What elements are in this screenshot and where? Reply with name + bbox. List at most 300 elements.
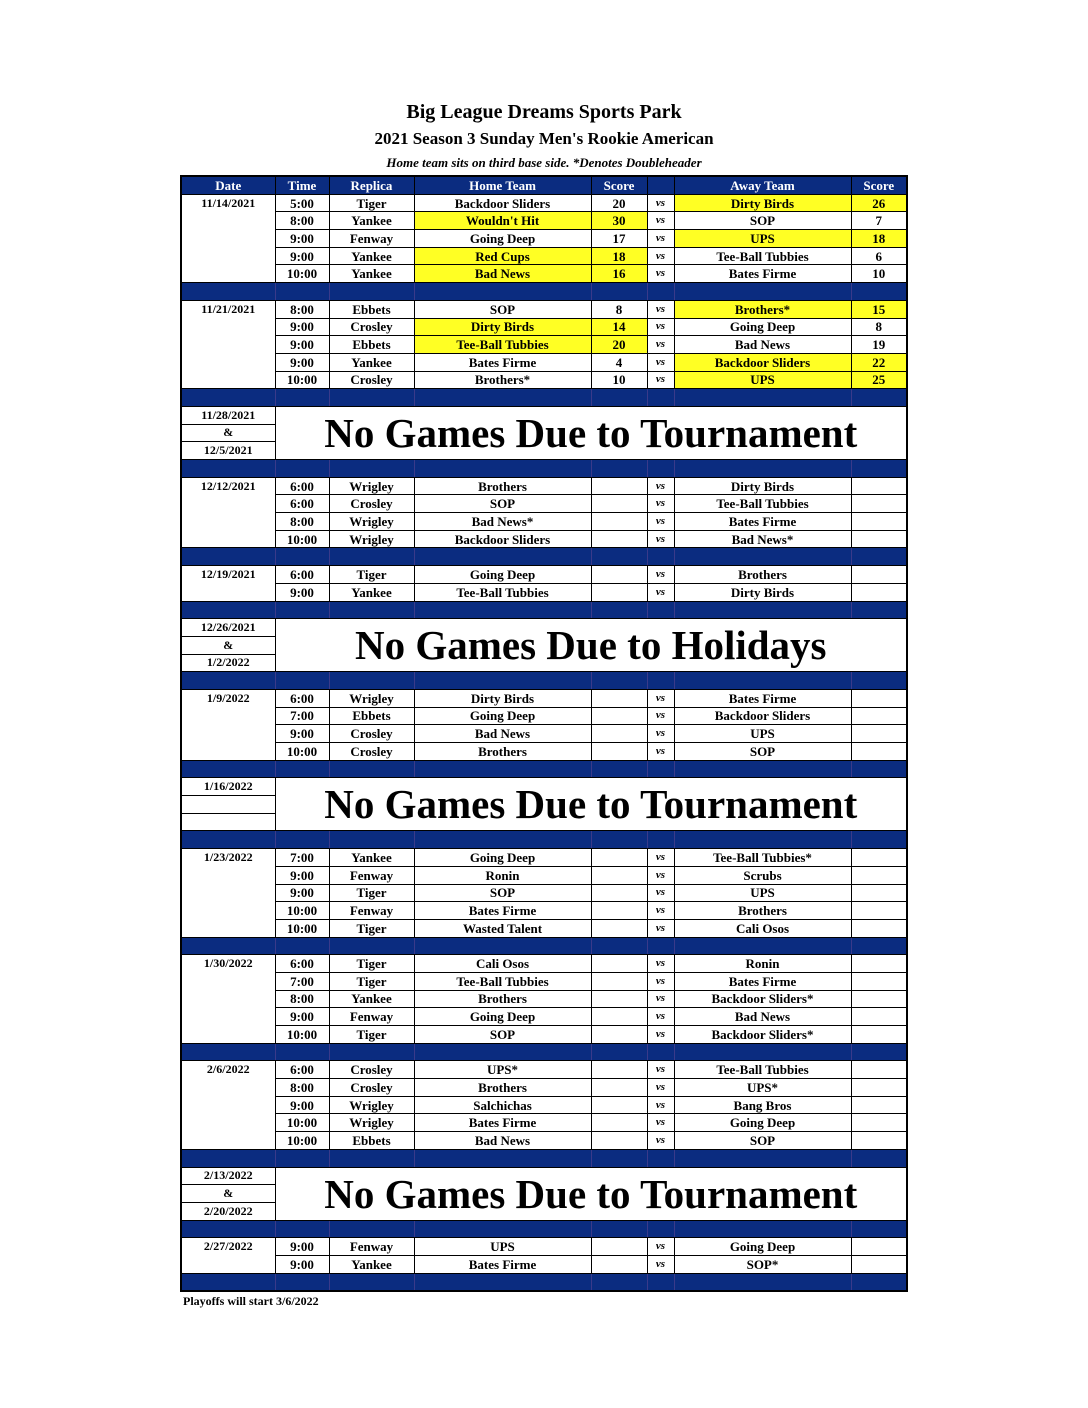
away-score	[851, 477, 907, 495]
away-team: Ronin	[674, 955, 851, 973]
game-replica: Tiger	[329, 955, 414, 973]
away-score	[851, 530, 907, 548]
game-replica: Wrigley	[329, 513, 414, 531]
versus-label: vs	[647, 194, 674, 212]
versus-label: vs	[647, 583, 674, 601]
separator-cell	[851, 1149, 907, 1167]
game-time: 6:00	[275, 495, 329, 513]
week-separator	[181, 548, 907, 566]
separator-cell	[181, 1149, 275, 1167]
away-team: Scrubs	[674, 866, 851, 884]
versus-label: vs	[647, 1114, 674, 1132]
game-time: 10:00	[275, 743, 329, 761]
home-team: SOP	[414, 495, 591, 513]
column-header-replica: Replica	[329, 176, 414, 194]
away-score: 19	[851, 336, 907, 354]
away-team: Tee-Ball Tubbies	[674, 495, 851, 513]
game-date	[181, 495, 275, 513]
game-date	[181, 1008, 275, 1026]
home-score	[591, 1079, 647, 1097]
home-team: SOP	[414, 1026, 591, 1044]
away-score	[851, 955, 907, 973]
game-replica: Ebbets	[329, 300, 414, 318]
separator-cell	[275, 760, 329, 778]
no-games-banner: No Games Due to Holidays	[275, 619, 907, 672]
game-time: 9:00	[275, 1008, 329, 1026]
no-games-date: 2/20/2022	[181, 1202, 275, 1220]
no-games-row	[181, 778, 907, 796]
no-games-banner: No Games Due to Tournament	[275, 1167, 907, 1220]
away-team: Going Deep	[674, 1114, 851, 1132]
game-replica: Yankee	[329, 212, 414, 230]
game-time: 10:00	[275, 1114, 329, 1132]
game-row	[181, 353, 907, 371]
separator-cell	[275, 1149, 329, 1167]
separator-cell	[674, 760, 851, 778]
versus-label: vs	[647, 884, 674, 902]
game-date	[181, 972, 275, 990]
game-row	[181, 530, 907, 548]
home-team: Bates Firme	[414, 353, 591, 371]
week-separator	[181, 1273, 907, 1291]
separator-cell	[851, 760, 907, 778]
away-score	[851, 884, 907, 902]
game-time: 10:00	[275, 371, 329, 389]
week-separator	[181, 937, 907, 955]
game-date: 11/21/2021	[181, 300, 275, 318]
game-replica: Fenway	[329, 1238, 414, 1256]
game-row	[181, 230, 907, 248]
home-score	[591, 1061, 647, 1079]
game-time: 10:00	[275, 530, 329, 548]
home-score: 20	[591, 194, 647, 212]
separator-cell	[329, 601, 414, 619]
separator-cell	[674, 937, 851, 955]
game-row	[181, 583, 907, 601]
game-row	[181, 707, 907, 725]
game-row	[181, 1255, 907, 1273]
home-score: 30	[591, 212, 647, 230]
home-score	[591, 566, 647, 584]
game-date: 1/30/2022	[181, 955, 275, 973]
home-team: Brothers	[414, 743, 591, 761]
game-time: 7:00	[275, 849, 329, 867]
game-time: 9:00	[275, 353, 329, 371]
game-replica: Crosley	[329, 743, 414, 761]
home-team: Bad News	[414, 265, 591, 283]
game-date	[181, 1114, 275, 1132]
away-team: Dirty Birds	[674, 583, 851, 601]
game-time: 6:00	[275, 1061, 329, 1079]
away-team: SOP	[674, 1132, 851, 1150]
game-time: 8:00	[275, 300, 329, 318]
game-date	[181, 371, 275, 389]
separator-cell	[414, 1220, 591, 1238]
away-team: Brothers*	[674, 300, 851, 318]
table-header	[181, 176, 907, 194]
away-team: Backdoor Sliders*	[674, 990, 851, 1008]
game-date: 1/9/2022	[181, 689, 275, 707]
versus-label: vs	[647, 566, 674, 584]
game-replica: Tiger	[329, 1026, 414, 1044]
game-replica: Fenway	[329, 866, 414, 884]
separator-cell	[647, 283, 674, 301]
week-separator	[181, 672, 907, 690]
separator-cell	[591, 1220, 647, 1238]
separator-cell	[275, 672, 329, 690]
game-date: 2/6/2022	[181, 1061, 275, 1079]
game-time: 9:00	[275, 318, 329, 336]
game-time: 8:00	[275, 1079, 329, 1097]
away-score: 8	[851, 318, 907, 336]
week-separator	[181, 389, 907, 407]
away-team: Brothers	[674, 566, 851, 584]
game-replica: Yankee	[329, 990, 414, 1008]
versus-label: vs	[647, 689, 674, 707]
versus-label: vs	[647, 336, 674, 354]
separator-cell	[851, 548, 907, 566]
game-replica: Wrigley	[329, 1096, 414, 1114]
game-row	[181, 725, 907, 743]
separator-cell	[275, 601, 329, 619]
separator-cell	[647, 1273, 674, 1291]
separator-cell	[275, 1273, 329, 1291]
game-row	[181, 1026, 907, 1044]
away-score	[851, 1079, 907, 1097]
versus-label: vs	[647, 725, 674, 743]
game-time: 9:00	[275, 866, 329, 884]
home-score	[591, 919, 647, 937]
separator-cell	[851, 601, 907, 619]
game-date	[181, 212, 275, 230]
away-team: Bates Firme	[674, 265, 851, 283]
game-row	[181, 1132, 907, 1150]
separator-cell	[851, 283, 907, 301]
versus-label: vs	[647, 919, 674, 937]
game-replica: Fenway	[329, 902, 414, 920]
game-replica: Crosley	[329, 1061, 414, 1079]
versus-label: vs	[647, 707, 674, 725]
versus-label: vs	[647, 866, 674, 884]
versus-label: vs	[647, 212, 674, 230]
versus-label: vs	[647, 353, 674, 371]
away-team: Brothers	[674, 902, 851, 920]
separator-cell	[591, 1043, 647, 1061]
home-team: Brothers	[414, 990, 591, 1008]
away-team: Bad News	[674, 1008, 851, 1026]
away-team: Backdoor Sliders*	[674, 1026, 851, 1044]
game-time: 8:00	[275, 990, 329, 1008]
separator-cell	[647, 601, 674, 619]
game-replica: Crosley	[329, 371, 414, 389]
game-time: 9:00	[275, 1255, 329, 1273]
separator-cell	[647, 1149, 674, 1167]
away-score	[851, 1114, 907, 1132]
away-score: 10	[851, 265, 907, 283]
separator-cell	[181, 672, 275, 690]
no-games-date: 12/5/2021	[181, 442, 275, 460]
separator-cell	[414, 548, 591, 566]
home-team: Going Deep	[414, 230, 591, 248]
separator-cell	[647, 672, 674, 690]
game-row	[181, 902, 907, 920]
game-replica: Ebbets	[329, 1132, 414, 1150]
separator-cell	[414, 1273, 591, 1291]
away-score: 25	[851, 371, 907, 389]
versus-label: vs	[647, 1132, 674, 1150]
separator-cell	[329, 1220, 414, 1238]
away-score: 18	[851, 230, 907, 248]
game-date	[181, 707, 275, 725]
game-time: 9:00	[275, 230, 329, 248]
separator-cell	[647, 831, 674, 849]
column-header-time: Time	[275, 176, 329, 194]
separator-cell	[275, 1043, 329, 1061]
away-score	[851, 1132, 907, 1150]
away-team: Tee-Ball Tubbies	[674, 247, 851, 265]
home-score	[591, 707, 647, 725]
versus-label: vs	[647, 1026, 674, 1044]
separator-cell	[181, 283, 275, 301]
away-team: Cali Osos	[674, 919, 851, 937]
versus-label: vs	[647, 495, 674, 513]
home-score	[591, 972, 647, 990]
home-team: SOP	[414, 884, 591, 902]
separator-cell	[329, 1149, 414, 1167]
separator-cell	[674, 672, 851, 690]
game-time: 10:00	[275, 919, 329, 937]
away-score	[851, 1255, 907, 1273]
separator-cell	[275, 460, 329, 478]
game-row	[181, 1114, 907, 1132]
game-time: 6:00	[275, 566, 329, 584]
game-time: 8:00	[275, 212, 329, 230]
home-team: Wasted Talent	[414, 919, 591, 937]
separator-cell	[674, 601, 851, 619]
home-team: Dirty Birds	[414, 318, 591, 336]
home-team: Wouldn't Hit	[414, 212, 591, 230]
separator-cell	[591, 283, 647, 301]
home-score	[591, 990, 647, 1008]
versus-label: vs	[647, 1238, 674, 1256]
home-team: Tee-Ball Tubbies	[414, 336, 591, 354]
home-score	[591, 495, 647, 513]
versus-label: vs	[647, 1079, 674, 1097]
away-score	[851, 972, 907, 990]
separator-cell	[329, 672, 414, 690]
separator-cell	[414, 831, 591, 849]
separator-cell	[591, 831, 647, 849]
home-team: Going Deep	[414, 1008, 591, 1026]
versus-label: vs	[647, 247, 674, 265]
game-replica: Fenway	[329, 230, 414, 248]
away-team: UPS	[674, 371, 851, 389]
away-team: Going Deep	[674, 318, 851, 336]
separator-cell	[674, 1149, 851, 1167]
game-date	[181, 919, 275, 937]
game-time: 10:00	[275, 902, 329, 920]
separator-cell	[674, 1220, 851, 1238]
away-team: Bad News*	[674, 530, 851, 548]
no-games-date: 11/28/2021	[181, 406, 275, 424]
week-separator	[181, 1149, 907, 1167]
away-team: Going Deep	[674, 1238, 851, 1256]
separator-cell	[329, 760, 414, 778]
home-score	[591, 513, 647, 531]
game-replica: Yankee	[329, 265, 414, 283]
away-team: UPS	[674, 230, 851, 248]
no-games-date	[181, 813, 275, 831]
separator-cell	[329, 1043, 414, 1061]
separator-cell	[591, 1273, 647, 1291]
game-replica: Tiger	[329, 566, 414, 584]
week-separator	[181, 760, 907, 778]
game-replica: Fenway	[329, 1008, 414, 1026]
column-header-away-team: Away Team	[674, 176, 851, 194]
away-score: 26	[851, 194, 907, 212]
game-replica: Crosley	[329, 725, 414, 743]
no-games-date: 1/16/2022	[181, 778, 275, 796]
home-score: 20	[591, 336, 647, 354]
game-row	[181, 318, 907, 336]
versus-label: vs	[647, 1061, 674, 1079]
separator-cell	[181, 460, 275, 478]
separator-cell	[275, 548, 329, 566]
game-date	[181, 336, 275, 354]
game-row	[181, 1096, 907, 1114]
game-replica: Yankee	[329, 353, 414, 371]
separator-cell	[181, 1043, 275, 1061]
home-score	[591, 477, 647, 495]
separator-cell	[674, 460, 851, 478]
separator-cell	[591, 389, 647, 407]
separator-cell	[275, 283, 329, 301]
away-score: 15	[851, 300, 907, 318]
game-date	[181, 353, 275, 371]
game-row	[181, 1238, 907, 1256]
game-date	[181, 1132, 275, 1150]
home-team: UPS	[414, 1238, 591, 1256]
game-row	[181, 1008, 907, 1026]
playoffs-note: Playoffs will start 3/6/2022	[183, 1294, 319, 1308]
column-header-date: Date	[181, 176, 275, 194]
away-score	[851, 1061, 907, 1079]
separator-cell	[647, 460, 674, 478]
separator-cell	[647, 1220, 674, 1238]
separator-cell	[275, 831, 329, 849]
game-row	[181, 1079, 907, 1097]
separator-cell	[851, 831, 907, 849]
game-replica: Tiger	[329, 884, 414, 902]
versus-label: vs	[647, 1255, 674, 1273]
game-row	[181, 300, 907, 318]
away-score	[851, 566, 907, 584]
separator-cell	[414, 937, 591, 955]
game-row	[181, 371, 907, 389]
home-score	[591, 1238, 647, 1256]
separator-cell	[591, 548, 647, 566]
separator-cell	[851, 672, 907, 690]
away-score	[851, 919, 907, 937]
no-games-row	[181, 406, 907, 424]
game-row	[181, 336, 907, 354]
home-score	[591, 884, 647, 902]
away-team: Bad News	[674, 336, 851, 354]
away-team: UPS	[674, 725, 851, 743]
away-team: Dirty Birds	[674, 194, 851, 212]
versus-label: vs	[647, 902, 674, 920]
separator-cell	[647, 548, 674, 566]
game-replica: Yankee	[329, 247, 414, 265]
game-date	[181, 1255, 275, 1273]
game-date	[181, 247, 275, 265]
no-games-date: &	[181, 1185, 275, 1203]
column-header-home-team: Home Team	[414, 176, 591, 194]
home-score	[591, 1096, 647, 1114]
home-team: Going Deep	[414, 566, 591, 584]
game-date: 12/12/2021	[181, 477, 275, 495]
home-team: Tee-Ball Tubbies	[414, 972, 591, 990]
game-row	[181, 265, 907, 283]
versus-label: vs	[647, 849, 674, 867]
game-date	[181, 743, 275, 761]
away-team: Dirty Birds	[674, 477, 851, 495]
separator-cell	[181, 548, 275, 566]
away-team: Bates Firme	[674, 689, 851, 707]
game-row	[181, 866, 907, 884]
game-time: 10:00	[275, 1026, 329, 1044]
schedule-table	[180, 175, 908, 1292]
versus-label: vs	[647, 265, 674, 283]
home-team: Dirty Birds	[414, 689, 591, 707]
game-row	[181, 955, 907, 973]
home-team: Brothers	[414, 1079, 591, 1097]
game-row	[181, 972, 907, 990]
separator-cell	[414, 760, 591, 778]
home-team: Tee-Ball Tubbies	[414, 583, 591, 601]
separator-cell	[329, 1273, 414, 1291]
away-team: SOP	[674, 743, 851, 761]
separator-cell	[414, 460, 591, 478]
home-team: Backdoor Sliders	[414, 194, 591, 212]
separator-cell	[674, 831, 851, 849]
game-replica: Wrigley	[329, 530, 414, 548]
away-team: Bates Firme	[674, 972, 851, 990]
separator-cell	[591, 1149, 647, 1167]
game-time: 9:00	[275, 1238, 329, 1256]
game-row	[181, 884, 907, 902]
separator-cell	[647, 760, 674, 778]
game-date	[181, 583, 275, 601]
no-games-date: &	[181, 424, 275, 442]
separator-cell	[414, 1149, 591, 1167]
week-separator	[181, 831, 907, 849]
separator-cell	[591, 601, 647, 619]
home-team: Going Deep	[414, 707, 591, 725]
game-row	[181, 566, 907, 584]
home-team: Bad News*	[414, 513, 591, 531]
home-team: Bates Firme	[414, 902, 591, 920]
away-score	[851, 583, 907, 601]
game-time: 8:00	[275, 513, 329, 531]
separator-cell	[591, 460, 647, 478]
game-time: 9:00	[275, 1096, 329, 1114]
game-date	[181, 725, 275, 743]
home-score	[591, 1114, 647, 1132]
game-date	[181, 990, 275, 1008]
separator-cell	[414, 672, 591, 690]
home-score: 17	[591, 230, 647, 248]
